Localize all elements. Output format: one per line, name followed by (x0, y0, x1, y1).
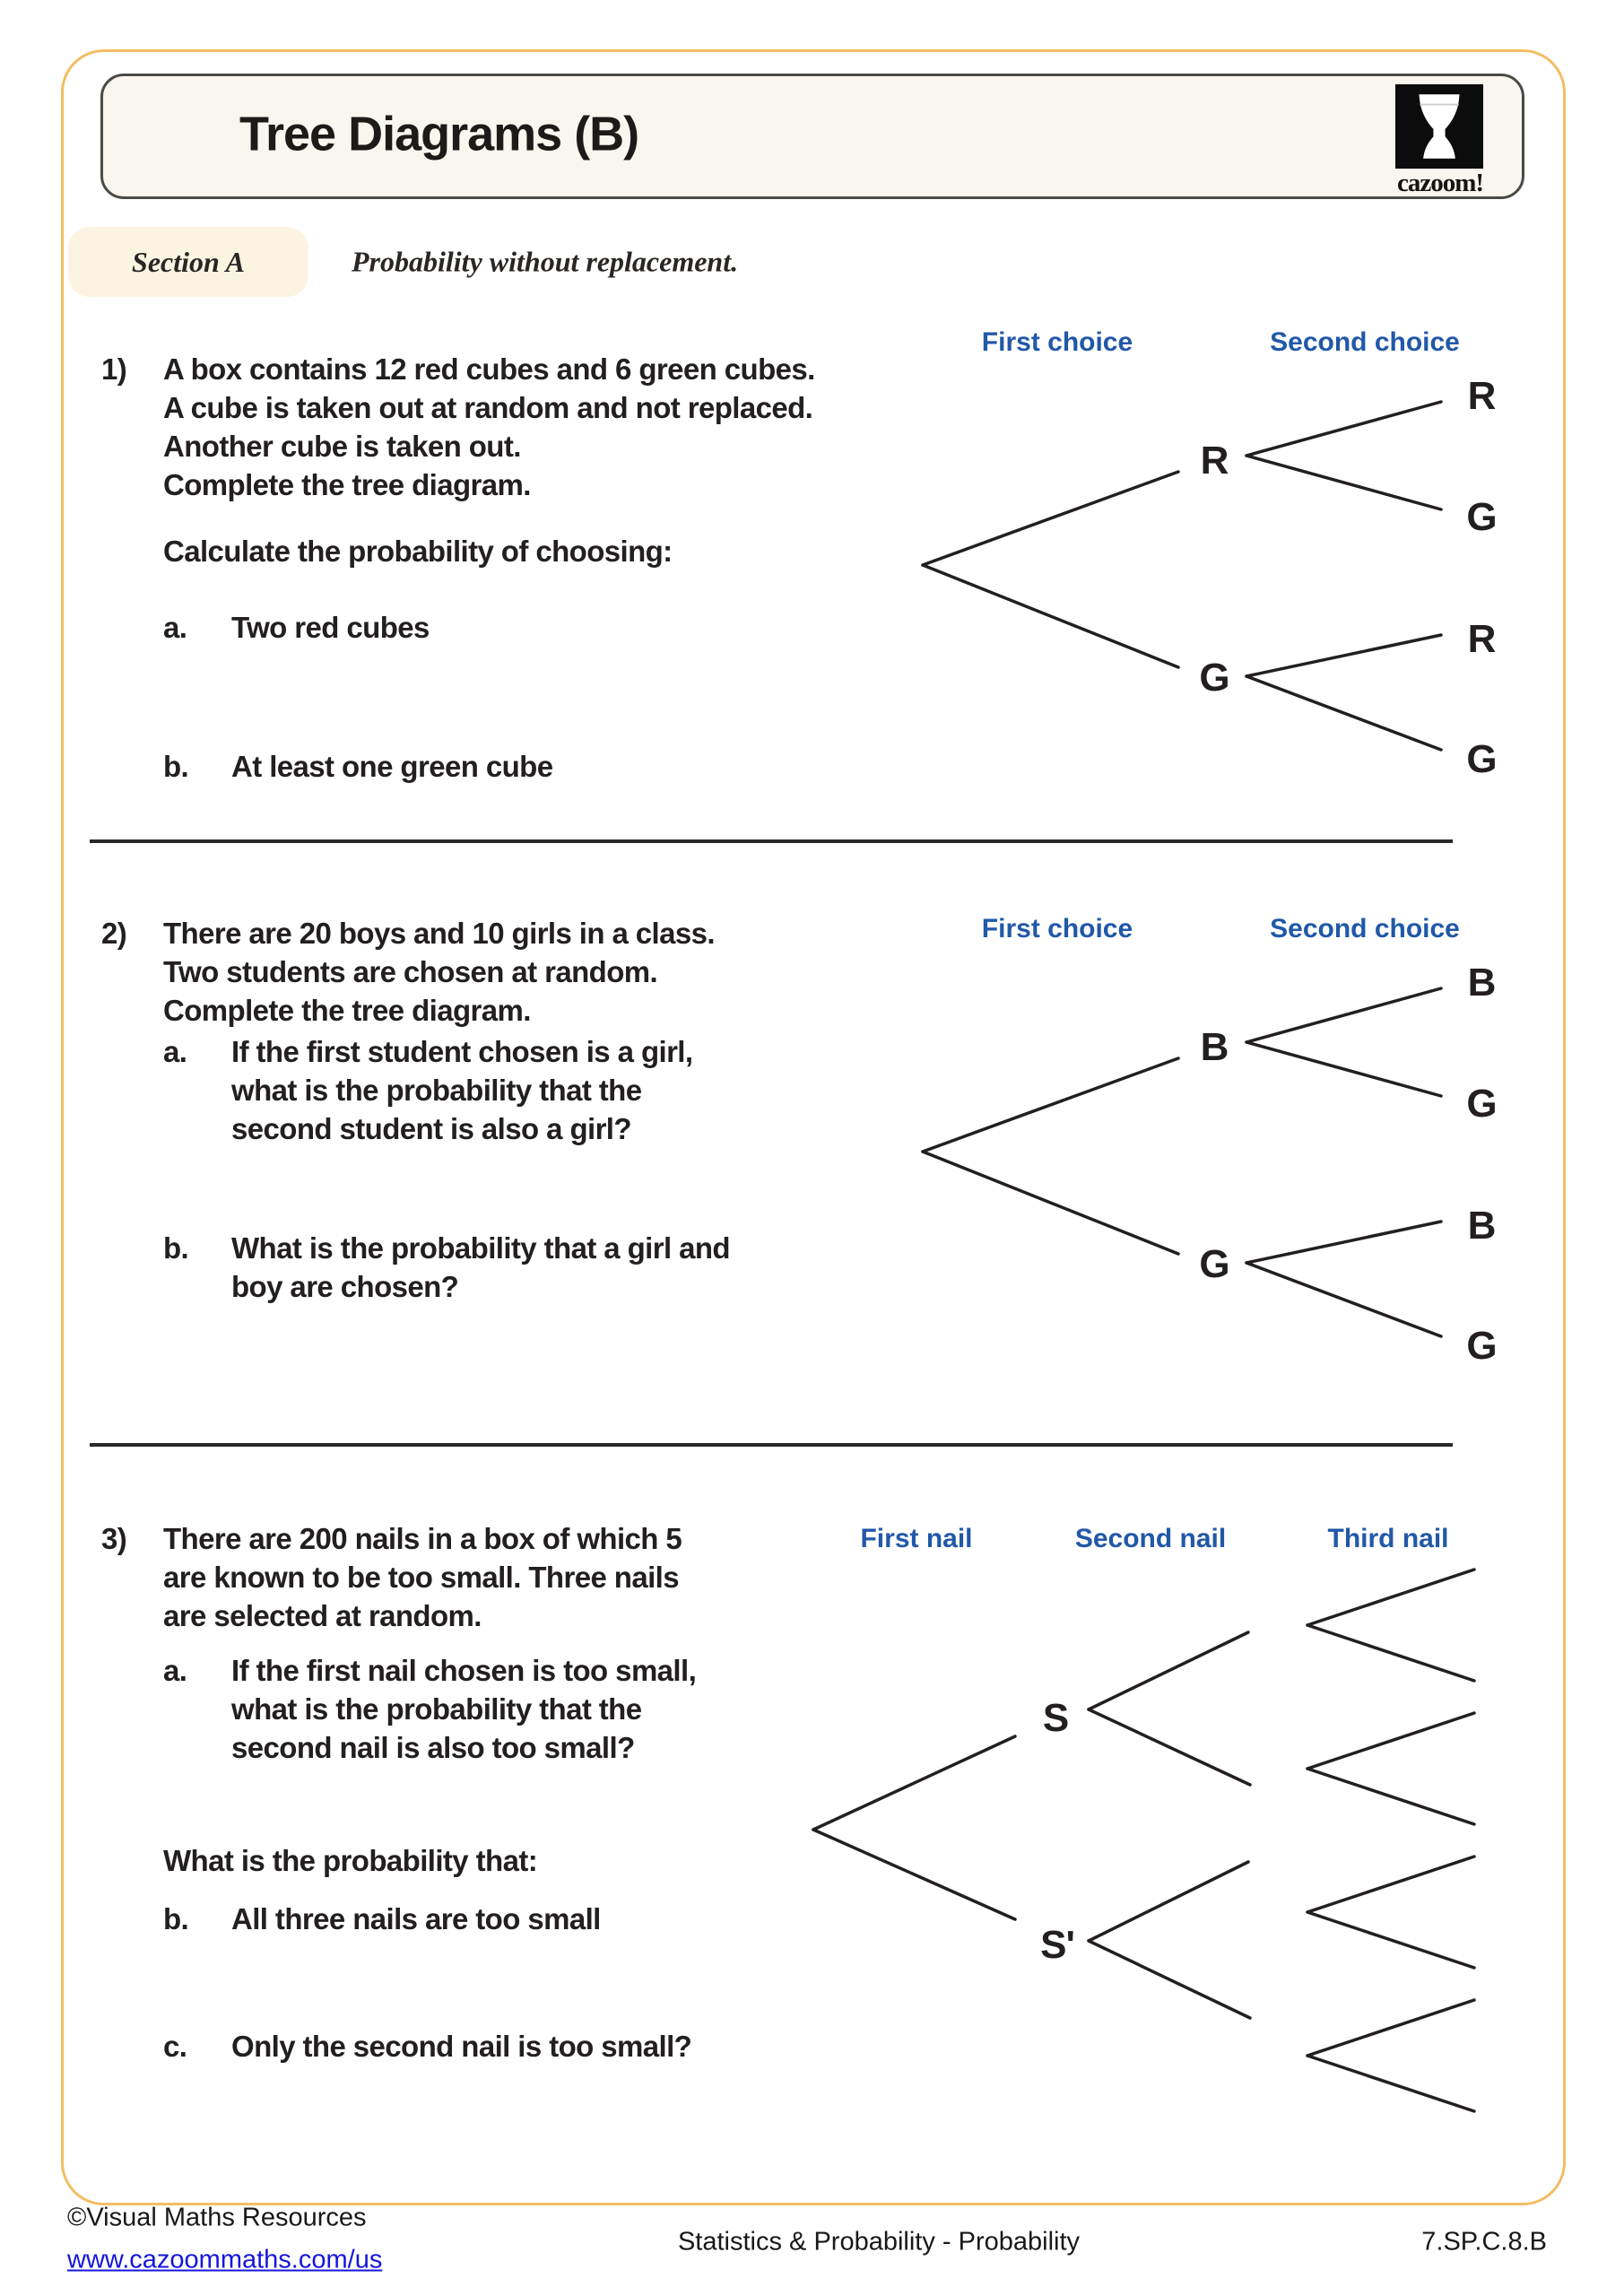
brand-name: cazoom! (1396, 169, 1484, 197)
djembe-drum-icon (1395, 84, 1483, 169)
part-text: At least one green cube (231, 750, 553, 783)
part-text-line: What is the probability that a girl and (231, 1231, 730, 1265)
tree-diagram-1 (900, 319, 1528, 822)
part-text: Two red cubes (231, 611, 430, 644)
question-prompt: What is the probability that: (163, 1844, 538, 1877)
part-text-line: second nail is also too small? (231, 1731, 635, 1764)
part-label: b. (163, 750, 189, 783)
title-bar (100, 74, 1524, 199)
tree-node-label: G (1199, 1242, 1229, 1286)
standard-code: 7.SP.C.8.B (1421, 2227, 1547, 2257)
topic-text: Statistics & Probability - Probability (677, 2227, 1081, 2257)
question-text-line: There are 20 boys and 10 girls in a class. (163, 917, 715, 950)
tree-node-label: R (1467, 617, 1496, 661)
question-number: 1) (101, 352, 127, 386)
part-label: b. (163, 1231, 189, 1265)
part-text-line: If the first student chosen is a girl, (231, 1035, 693, 1068)
tree-column-header: First choice (981, 327, 1133, 357)
question-text-line: Another cube is taken out. (163, 430, 521, 463)
question-number: 3) (101, 1522, 127, 1555)
question-text-line: Complete the tree diagram. (163, 468, 531, 501)
tree-node-label: G (1466, 1082, 1497, 1126)
section-subtitle: Probability without replacement. (352, 245, 739, 278)
part-label: a. (163, 1035, 187, 1068)
part-text-line: what is the probability that the (231, 1692, 642, 1726)
part-text-line: what is the probability that the (231, 1074, 642, 1107)
section-divider (90, 839, 1453, 843)
page-title: Tree Diagrams (B) (239, 107, 639, 161)
tree-column-header: First nail (860, 1524, 973, 1553)
tree-node-label: B (1467, 961, 1496, 1004)
section-badge: Section A (68, 227, 308, 297)
question-text-line: A cube is taken out at random and not replaced. (163, 391, 813, 424)
tree-node-label: S (1042, 1696, 1069, 1740)
part-text: Only the second nail is too small? (231, 2030, 692, 2063)
question-text-line: are known to be too small. Three nails (163, 1561, 680, 1594)
website-link[interactable]: www.cazoommaths.com/us (67, 2245, 383, 2274)
question-text-line: A box contains 12 red cubes and 6 green cubes. (163, 352, 815, 386)
question-text-line: Two students are chosen at random. (163, 955, 658, 988)
question-text-line: Complete the tree diagram. (163, 994, 531, 1027)
tree-diagram-2 (900, 906, 1528, 1408)
part-label: c. (163, 2030, 187, 2063)
cazoom-logo (1367, 83, 1514, 196)
tree-column-header: Third nail (1327, 1524, 1449, 1553)
part-text-line: If the first nail chosen is too small, (231, 1654, 697, 1687)
part-label: a. (163, 611, 187, 644)
part-text-line: boy are chosen? (231, 1270, 459, 1303)
tree-node-label: G (1466, 737, 1497, 781)
tree-node-label: R (1467, 374, 1496, 418)
tree-column-header: First choice (981, 914, 1133, 944)
tree-diagram-3 (789, 1507, 1489, 2188)
tree-node-label: B (1467, 1204, 1496, 1248)
tree-node-label: S' (1040, 1923, 1074, 1967)
question-prompt: Calculate the probability of choosing: (163, 535, 673, 568)
tree-node-label: B (1200, 1025, 1229, 1069)
tree-column-header: Second choice (1270, 914, 1460, 944)
part-text: All three nails are too small (231, 1902, 601, 1935)
copyright-text: ©Visual Maths Resources (67, 2203, 367, 2232)
question-number: 2) (101, 917, 127, 950)
tree-node-label: G (1199, 656, 1229, 700)
question-text-line: There are 200 nails in a box of which 5 (163, 1522, 682, 1555)
section-divider (90, 1443, 1453, 1447)
tree-node-label: R (1200, 439, 1229, 483)
part-text-line: second student is also a girl? (231, 1112, 631, 1145)
part-label: b. (163, 1902, 189, 1935)
question-text-line: are selected at random. (163, 1599, 482, 1632)
tree-column-header: Second nail (1074, 1524, 1227, 1553)
tree-node-label: G (1466, 1324, 1497, 1368)
part-label: a. (163, 1654, 187, 1687)
tree-column-header: Second choice (1270, 327, 1460, 357)
tree-node-label: G (1466, 495, 1497, 539)
